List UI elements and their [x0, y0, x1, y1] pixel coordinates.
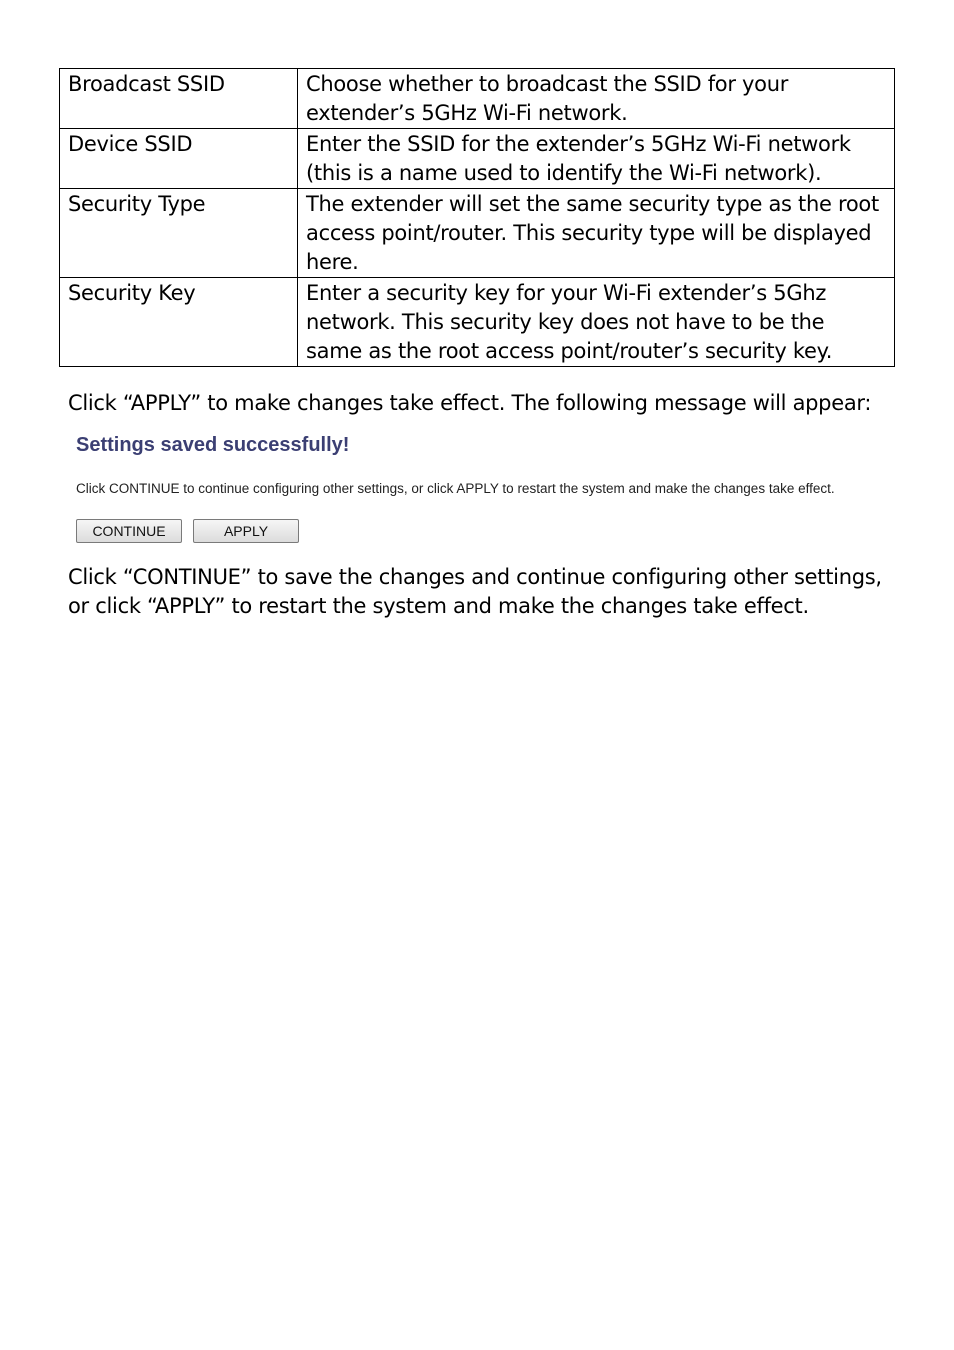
setting-description: The extender will set the same security type as the root access point/router. This security type will be displayed here. [298, 189, 895, 278]
continue-button[interactable]: CONTINUE [76, 519, 182, 543]
setting-description: Choose whether to broadcast the SSID for your extender’s 5GHz Wi-Fi network. [298, 69, 895, 129]
setting-label: Device SSID [60, 129, 298, 189]
setting-label: Security Key [60, 278, 298, 367]
setting-description: Enter a security key for your Wi-Fi extender’s 5Ghz network. This security key does not have to be the same as the root access point/router’s security key. [298, 278, 895, 367]
settings-table [59, 68, 895, 367]
setting-label: Security Type [60, 189, 298, 278]
setting-label: Broadcast SSID [60, 69, 298, 129]
button-row [76, 519, 896, 543]
table-row [60, 278, 895, 367]
table-row [60, 129, 895, 189]
apply-button[interactable]: APPLY [193, 519, 299, 543]
setting-description: Enter the SSID for the extender’s 5GHz Wi-Fi network (this is a name used to identify the Wi-Fi network). [298, 129, 895, 189]
intro-paragraph: Click “APPLY” to make changes take effect. The following message will appear: [68, 391, 872, 415]
table-row [60, 189, 895, 278]
settings-saved-panel [76, 430, 896, 543]
panel-title: Settings saved successfully! [76, 434, 350, 456]
outro-paragraph: Click “CONTINUE” to save the changes and continue configuring other settings, or click “APPLY” to restart the system and make the changes take effect. [68, 565, 882, 618]
panel-message: Click CONTINUE to continue configuring other settings, or click APPLY to restart the system and make the changes take effect. [76, 481, 835, 496]
table-row [60, 69, 895, 129]
